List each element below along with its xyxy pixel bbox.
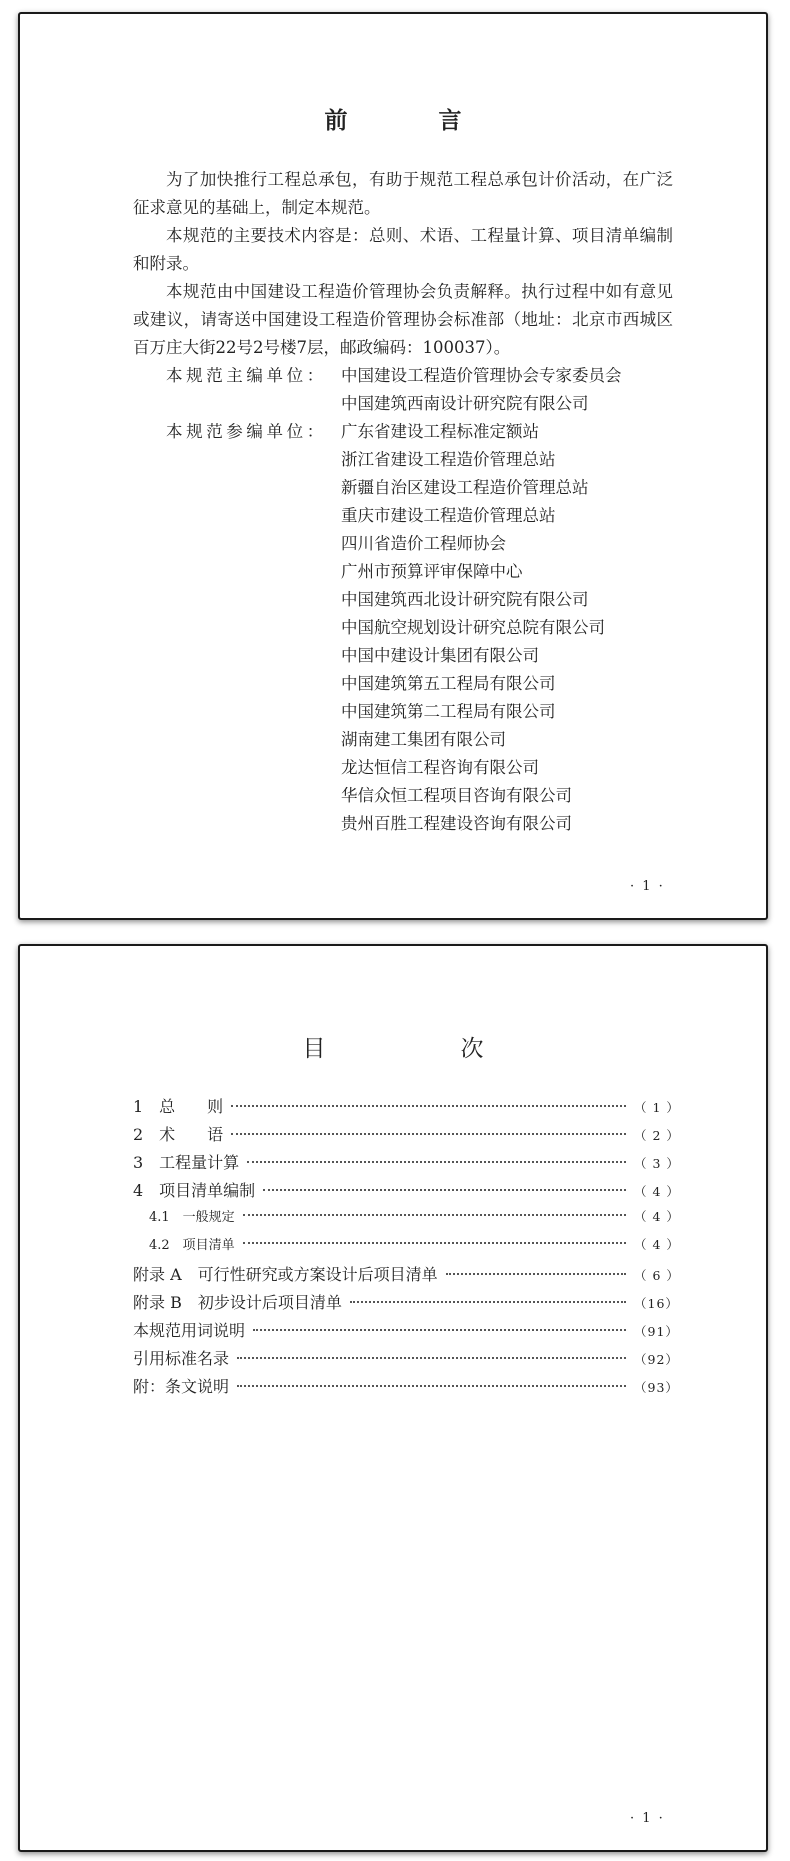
toc-entry[interactable]: [133, 1290, 678, 1318]
unit-name: 中国建筑第五工程局有限公司: [341, 674, 556, 693]
paragraph: 为了加快推行工程总承包，有助于规范工程总承包计价活动，在广泛征求意见的基础上，制定本规范。: [133, 170, 673, 217]
toc-entry-label: 3 工程量计算: [133, 1153, 240, 1172]
foreword-body: [133, 166, 673, 838]
toc-entry-page: （ 1 ）: [634, 1100, 680, 1115]
dot-leader: [237, 1385, 626, 1387]
unit-name: 中国中建设计集团有限公司: [341, 646, 539, 665]
contents-page: [18, 944, 768, 1852]
dot-leader: [243, 1242, 626, 1244]
watermark: [394, 131, 416, 167]
dot-leader: [350, 1301, 626, 1303]
dot-leader: [446, 1273, 626, 1275]
page-number: · 1 ·: [630, 879, 665, 894]
dot-leader: [253, 1329, 626, 1331]
unit-name: 浙江省建设工程造价管理总站: [341, 450, 556, 469]
co-units-label: 本规范参编单位：: [166, 422, 327, 441]
unit-name: 贵州百胜工程建设咨询有限公司: [341, 814, 572, 833]
toc-entry-label: 1 总 则: [133, 1097, 224, 1116]
dot-leader: [247, 1161, 626, 1163]
unit-name: 中国建筑第二工程局有限公司: [341, 702, 556, 721]
dot-leader: [231, 1133, 626, 1135]
unit-name: 龙达恒信工程咨询有限公司: [341, 758, 539, 777]
dot-leader: [263, 1189, 626, 1191]
toc-entry-page: （ 4 ）: [634, 1209, 680, 1224]
unit-name: 重庆市建设工程造价管理总站: [341, 506, 556, 525]
toc-entry-label: 引用标准名录: [133, 1349, 230, 1368]
page-title: 目 次: [302, 1036, 540, 1062]
toc-entry-label: 2 术 语: [133, 1125, 224, 1144]
toc-entry-page: （ 6 ）: [634, 1268, 680, 1283]
toc-entry[interactable]: [133, 1262, 678, 1290]
table-of-contents: [133, 1094, 678, 1402]
unit-name: 中国建筑西南设计研究院有限公司: [341, 394, 589, 413]
toc-subentry[interactable]: [133, 1234, 678, 1262]
toc-entry-label: 附：条文说明: [133, 1377, 230, 1396]
unit-name: 广州市预算评审保障中心: [341, 562, 523, 581]
paragraph: 本规范的主要技术内容是：总则、术语、工程量计算、项目清单编制和附录。: [133, 226, 673, 273]
unit-name: 中国建筑西北设计研究院有限公司: [341, 590, 589, 609]
toc-entry-page: （ 4 ）: [634, 1237, 680, 1252]
dot-leader: [243, 1214, 626, 1216]
toc-entry[interactable]: [133, 1374, 678, 1402]
chief-units-label: 本规范主编单位：: [166, 366, 327, 385]
toc-entry-label: 4 项目清单编制: [133, 1181, 256, 1200]
toc-entry-page: （91）: [634, 1324, 679, 1339]
dot-leader: [231, 1105, 626, 1107]
paragraph: 本规范由中国建设工程造价管理协会负责解释。执行过程中如有意见或建议，请寄送中国建设工程造价管理协会标准部（地址：北京市西城区百万庄大街22号2号楼7层，邮政编码：100037）。: [133, 282, 673, 357]
page-title: 前 言: [324, 107, 496, 134]
toc-entry-page: （ 4 ）: [634, 1184, 680, 1199]
toc-entry-page: （ 3 ）: [634, 1156, 680, 1171]
toc-entry-page: （93）: [634, 1380, 679, 1395]
toc-entry-page: （ 2 ）: [634, 1128, 680, 1143]
toc-entry[interactable]: [133, 1122, 678, 1150]
unit-name: 广东省建设工程标准定额站: [341, 422, 539, 441]
dot-leader: [237, 1357, 626, 1359]
toc-entry-label: 附录 A 可行性研究或方案设计后项目清单: [133, 1265, 438, 1284]
unit-name: 湖南建工集团有限公司: [341, 730, 506, 749]
toc-entry-label: 本规范用词说明: [133, 1321, 246, 1340]
co-units-list: [341, 418, 605, 838]
unit-name: 中国航空规划设计研究总院有限公司: [341, 618, 605, 637]
co-units-block: [133, 418, 673, 838]
toc-entry[interactable]: [133, 1150, 678, 1178]
chief-units-list: [341, 362, 622, 418]
unit-name: 华信众恒工程项目咨询有限公司: [341, 786, 572, 805]
toc-entry[interactable]: [133, 1346, 678, 1374]
toc-subentry[interactable]: [133, 1206, 678, 1234]
chief-units-block: [133, 362, 673, 418]
toc-entry-page: （92）: [634, 1352, 679, 1367]
toc-entry[interactable]: [133, 1318, 678, 1346]
unit-name: 新疆自治区建设工程造价管理总站: [341, 478, 589, 497]
page-number: · 1 ·: [630, 1811, 665, 1826]
toc-entry-label: 4.1 一般规定: [149, 1210, 235, 1225]
toc-entry-label: 附录 B 初步设计后项目清单: [133, 1293, 342, 1312]
foreword-page: [18, 12, 768, 920]
unit-name: 四川省造价工程师协会: [341, 534, 506, 553]
toc-entry[interactable]: [133, 1094, 678, 1122]
toc-entry-page: （16）: [634, 1296, 679, 1311]
unit-name: 中国建设工程造价管理协会专家委员会: [341, 366, 622, 385]
toc-entry[interactable]: [133, 1178, 678, 1206]
toc-entry-label: 4.2 项目清单: [149, 1238, 235, 1253]
